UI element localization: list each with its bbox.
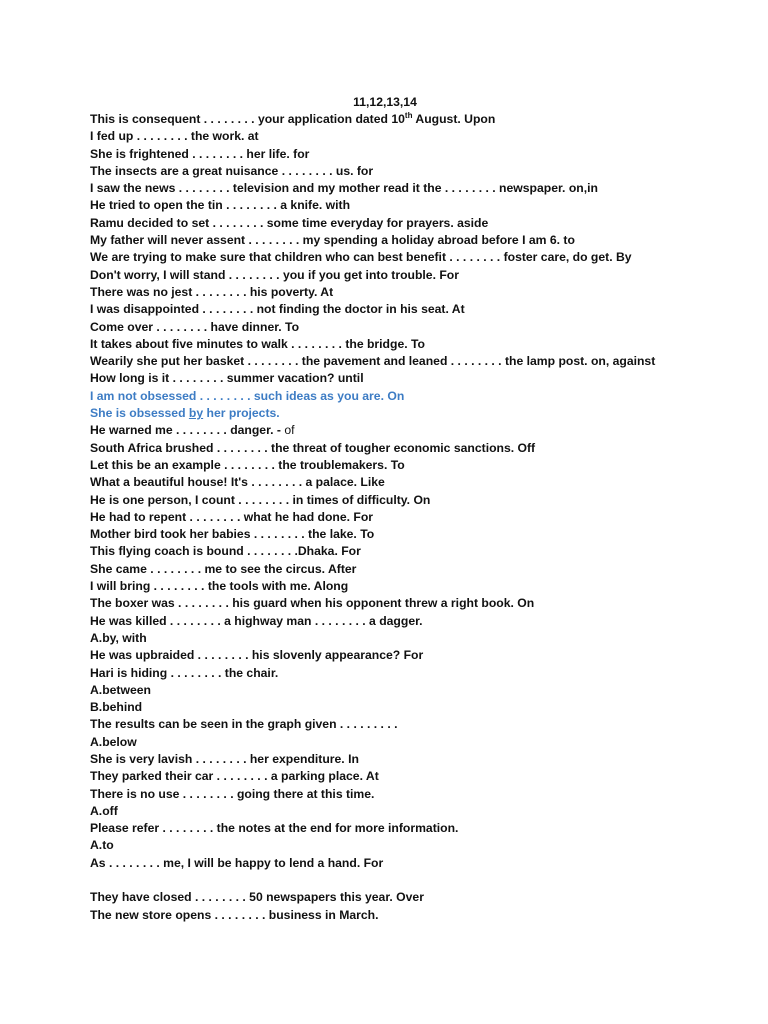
question-line: A.below (90, 734, 137, 749)
question-line: A.to (90, 838, 114, 853)
question-line (90, 405, 750, 422)
question-line: My father will never assent . . . . . . . . my spending a holiday abroad before I am 6. to (90, 233, 575, 248)
question-line: I fed up . . . . . . . . the work. at (90, 129, 259, 144)
question-line: As . . . . . . . . me, I will be happy to lend a hand. For (90, 855, 384, 870)
line-text: He warned me . . . . . . . . danger. - (90, 423, 285, 438)
question-line: It takes about five minutes to walk . . . . . . . . the bridge. To (90, 336, 425, 351)
blank-line (90, 872, 750, 889)
question-line: A.by, with (90, 630, 147, 645)
question-line: The results can be seen in the graph given . . . . . . . . . (90, 717, 398, 732)
question-line: I will bring . . . . . . . . the tools with me. Along (90, 579, 349, 594)
question-line: The boxer was . . . . . . . . his guard when his opponent threw a right book. On (90, 596, 535, 611)
line-text: She is obsessed (90, 406, 189, 421)
question-line: She came . . . . . . . . me to see the circus. After (90, 561, 357, 576)
question-line: The new store opens . . . . . . . . business in March. (90, 907, 379, 922)
question-line (90, 111, 750, 128)
question-line: There was no jest . . . . . . . . his poverty. At (90, 284, 334, 299)
question-line: He was upbraided . . . . . . . . his slovenly appearance? For (90, 648, 424, 663)
question-line: Don't worry, I will stand . . . . . . . . you if you get into trouble. For (90, 267, 459, 282)
question-line: Hari is hiding . . . . . . . . the chair. (90, 665, 279, 680)
question-line: A.off (90, 803, 118, 818)
question-line: South Africa brushed . . . . . . . . the threat of tougher economic sanctions. Off (90, 440, 536, 455)
question-line: I was disappointed . . . . . . . . not finding the doctor in his seat. At (90, 302, 465, 317)
question-line: He is one person, I count . . . . . . . . in times of difficulty. On (90, 492, 431, 507)
question-line: The insects are a great nuisance . . . . . . . . us. for (90, 163, 374, 178)
question-line: We are trying to make sure that children who can best benefit . . . . . . . . foster care, do get. By (90, 250, 632, 265)
question-line: I am not obsessed . . . . . . . . such ideas as you are. On (90, 388, 405, 403)
question-line: Ramu decided to set . . . . . . . . some time everyday for prayers. aside (90, 215, 489, 230)
question-line: There is no use . . . . . . . . going there at this time. (90, 786, 375, 801)
question-line: She is frightened . . . . . . . . her life. for (90, 146, 310, 161)
question-line: She is very lavish . . . . . . . . her expenditure. In (90, 751, 359, 766)
line-text: This is consequent . . . . . . . . your application dated 10 (90, 112, 405, 126)
question-line: What a beautiful house! It's . . . . . . . . a palace. Like (90, 475, 385, 490)
question-line: Wearily she put her basket . . . . . . . . the pavement and leaned . . . . . . . . the lamp post. on, against (90, 354, 656, 369)
question-line: They have closed . . . . . . . . 50 newspapers this year. Over (90, 890, 424, 905)
question-line: Let this be an example . . . . . . . . the troublemakers. To (90, 457, 405, 472)
line-text: August. Upon (412, 112, 496, 126)
line-text: her projects. (203, 406, 280, 421)
question-line: This flying coach is bound . . . . . . . .Dhaka. For (90, 544, 361, 559)
question-line: Mother bird took her babies . . . . . . . . the lake. To (90, 527, 375, 542)
question-list (90, 111, 750, 924)
question-line: He had to repent . . . . . . . . what he had done. For (90, 509, 374, 524)
document-page (90, 94, 750, 924)
answer-text: of (284, 423, 295, 438)
underlined-word: by (188, 406, 204, 421)
question-line: Come over . . . . . . . . have dinner. To (90, 319, 300, 334)
question-line: He was killed . . . . . . . . a highway man . . . . . . . . a dagger. (90, 613, 423, 628)
question-line: How long is it . . . . . . . . summer vacation? until (90, 371, 364, 386)
question-line: They parked their car . . . . . . . . a parking place. At (90, 769, 379, 784)
question-line: A.between (90, 682, 151, 697)
question-line: I saw the news . . . . . . . . television and my mother read it the . . . . . . . . newspaper. on,in (90, 181, 598, 196)
question-line (90, 422, 750, 439)
superscript: th (404, 110, 413, 120)
question-line: Please refer . . . . . . . . the notes at the end for more information. (90, 821, 459, 836)
question-line: He tried to open the tin . . . . . . . . a knife. with (90, 198, 351, 213)
page-heading: 11,12,13,14 (353, 95, 417, 109)
question-line: B.behind (90, 700, 143, 715)
